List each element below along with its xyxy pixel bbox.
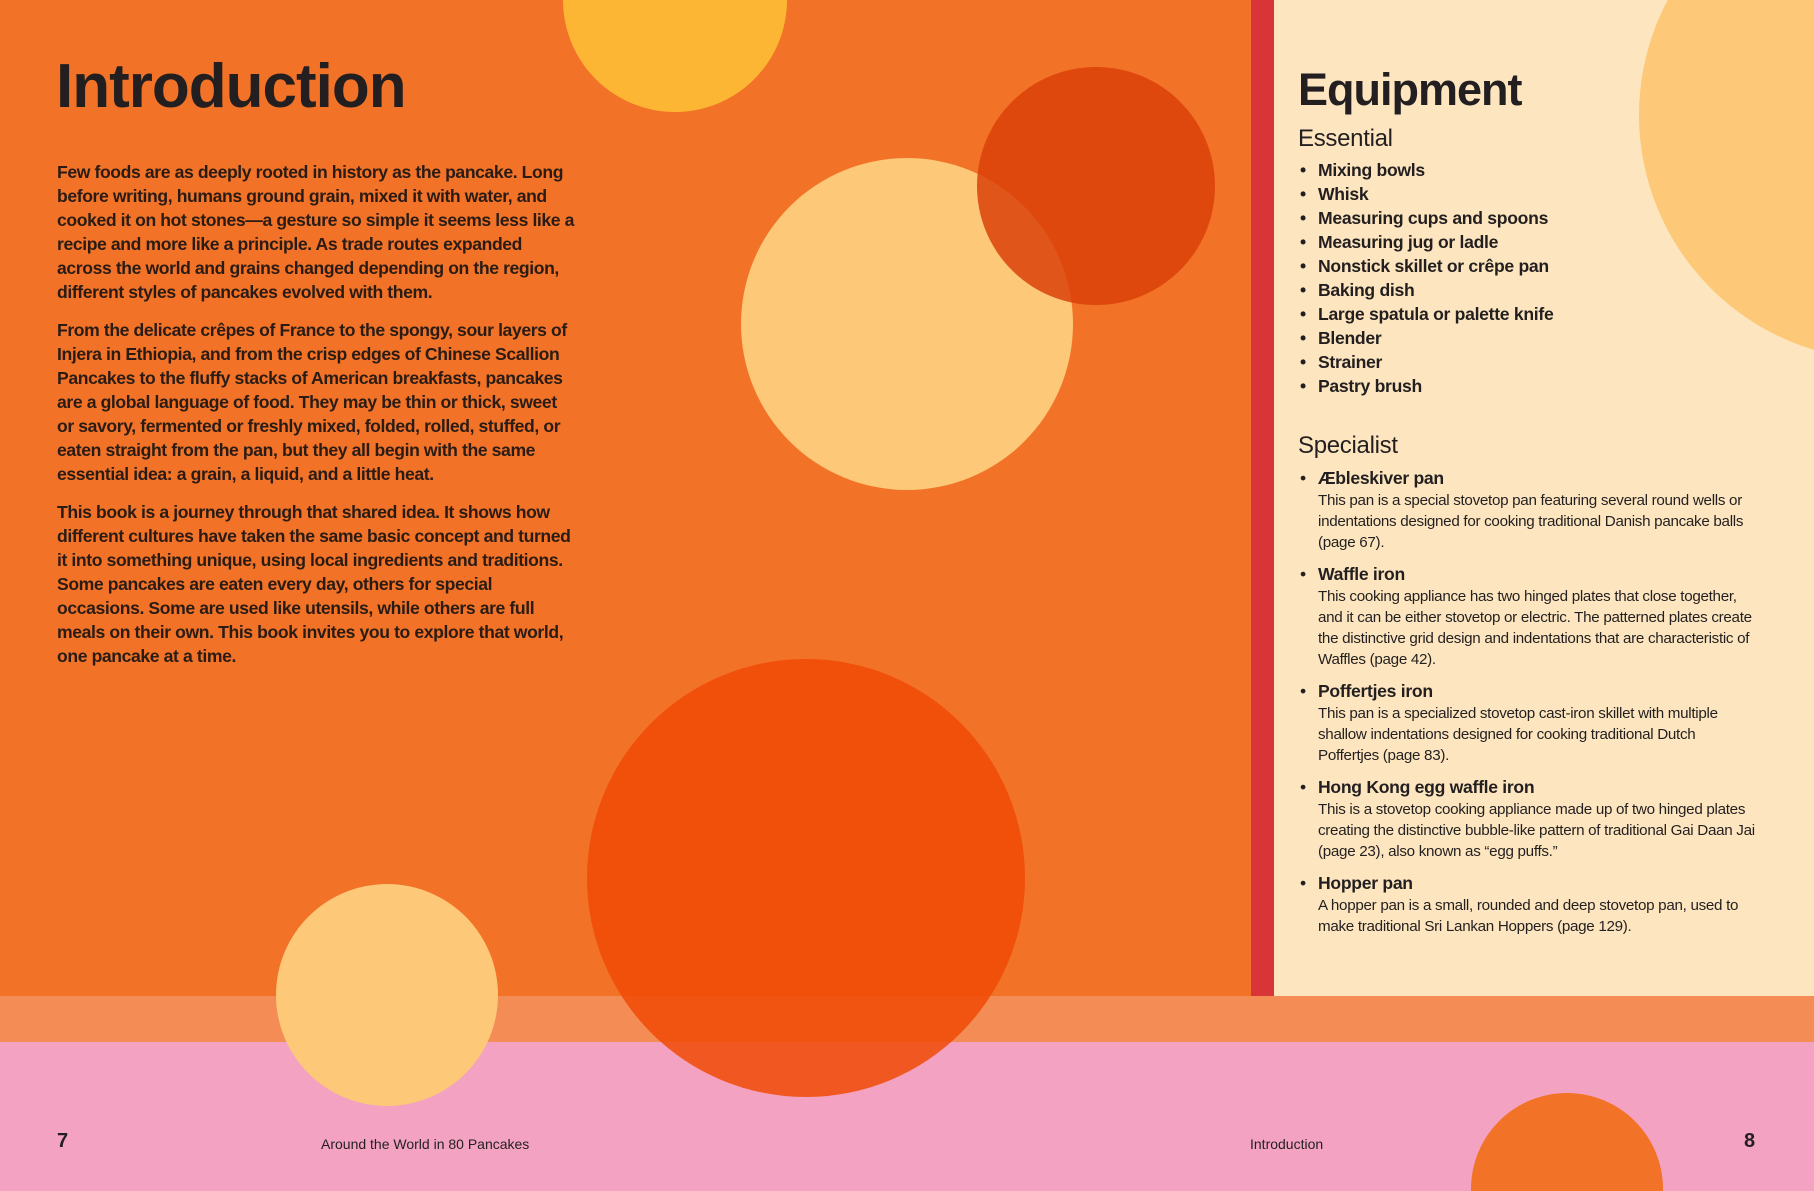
list-item [1298,775,1758,862]
right-page-number: 8 [1744,1130,1756,1152]
list-item: • Nonstick skillet or crêpe pan [1298,254,1553,278]
specialist-item-description: This pan is a special stovetop pan featuring several round wells or indentations designed for cooking traditional Danish pancake balls (page 67). [1318,492,1744,551]
list-item: • Large spatula or palette knife [1298,302,1553,326]
intro-paragraph: From the delicate crêpes of France to the spongy, sour layers of Injera in Ethiopia, and from the crisp edges of Chinese Scallion Pancakes to the fluffy stacks of American breakfasts, pancakes are a global language of food. They may be thin or thick, sweet or savory, fermented or freshly mixed, folded, rolled, stuffed, or eaten straight from the pan, but they all begin with the same essential idea: a grain, a liquid, and a little heat. [57,320,567,484]
red-divider-strip [1251,0,1274,996]
specialist-item-description: This pan is a specialized stovetop cast-iron skillet with multiple shallow indentations designed for cooking traditional Dutch Poffertjes (page 83). [1318,705,1718,764]
footer-book-title: Around the World in 80 Pancakes [321,1136,530,1152]
specialist-item-description: This is a stovetop cooking appliance made up of two hinged plates creating the distinctive bubble-like pattern of traditional Gai Daan Jai (page 23), also known as “egg puffs.” [1318,801,1755,860]
list-item: • Measuring cups and spoons [1298,206,1553,230]
essential-heading: Essential [1298,125,1393,152]
list-item [1298,679,1758,766]
specialist-item-name: • Hong Kong egg waffle iron [1318,777,1535,797]
specialist-item-description: This cooking appliance has two hinged plates that close together, and it can be either stovetop or electric. The patterned plates create the distinctive grid design and indentations that are characteristic of Waffles (page 42). [1318,588,1752,668]
list-item [1298,871,1758,937]
list-item: • Measuring jug or ladle [1298,230,1553,254]
dark-orange-circle [977,67,1215,305]
list-item: • Baking dish [1298,278,1553,302]
specialist-item-name: • Poffertjes iron [1318,681,1433,701]
page-title: Introduction [56,52,406,121]
list-item [1298,562,1758,670]
specialist-item-description: A hopper pan is a small, rounded and deep stovetop pan, used to make traditional Sri Lankan Hoppers (page 129). [1318,897,1739,935]
list-item: • Blender [1298,326,1553,350]
list-item: • Pastry brush [1298,374,1553,398]
list-item: • Mixing bowls [1298,158,1553,182]
specialist-list [1298,466,1758,946]
specialist-item-name: • Hopper pan [1318,873,1413,893]
essential-list [1298,158,1553,398]
red-orange-circle-large [587,659,1025,1097]
left-page-number: 7 [57,1130,69,1152]
pale-yellow-circle-bottom [276,884,498,1106]
equipment-title: Equipment [1298,64,1522,115]
list-item: • Whisk [1298,182,1553,206]
specialist-heading: Specialist [1298,432,1398,459]
intro-paragraph: This book is a journey through that shared idea. It shows how different cultures have taken the same basic concept and turned it into something unique, using local ingredients and traditions. Some pancakes are eaten every day, others for special occasions. Some are used like utensils, while others are full meals on their own. This book invites you to explore that world, one pancake at a time. [57,502,571,666]
intro-paragraph: Few foods are as deeply rooted in history as the pancake. Long before writing, humans ground grain, mixed it with water, and cooked it on hot stones—a gesture so simple it seems less like a recipe and more like a principle. As trade routes expanded across the world and grains changed depending on the region, different styles of pancakes evolved with them. [57,162,575,302]
list-item: • Strainer [1298,350,1553,374]
intro-body [57,160,577,682]
specialist-item-name: • Æbleskiver pan [1318,468,1444,488]
specialist-item-name: • Waffle iron [1318,564,1405,584]
list-item [1298,466,1758,553]
footer-section-name: Introduction [1250,1136,1324,1152]
